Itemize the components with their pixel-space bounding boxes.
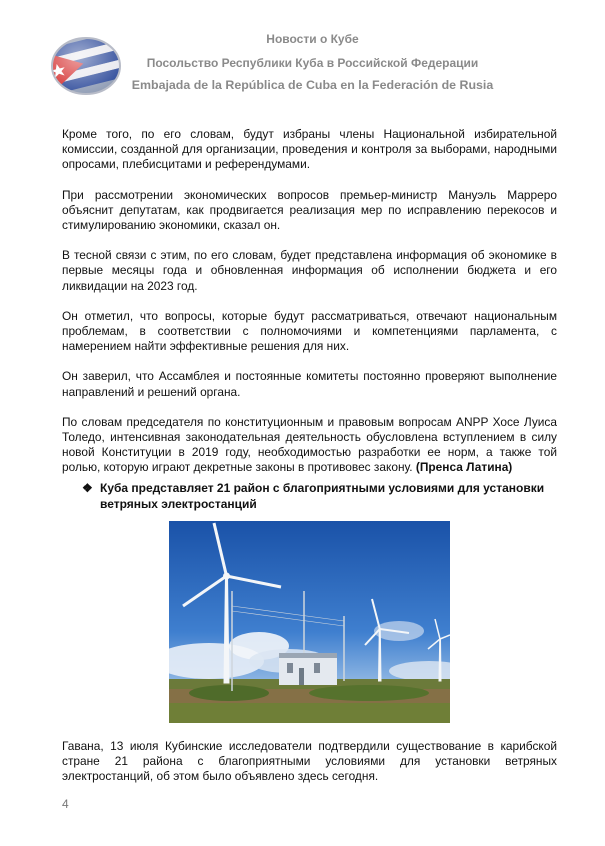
paragraph-1: Кроме того, по его словам, будут избраны члены Национальной избирательной комиссии, созданной для организации, проведения и контроля за выборами, народными опросами, плебисцитами и референдумами. — [62, 127, 557, 172]
source-credit: (Пренса Латина) — [415, 460, 513, 475]
header-embassy-ru: Посольство Республики Куба в Российской Федерации — [146, 56, 479, 70]
wind-turbines-photo — [169, 521, 450, 723]
paragraph-6 — [62, 415, 557, 476]
paragraph-3: В тесной связи с этим, по его словам, будет представлена информация об экономике в первые месяцы года и обновленная информация об исполнении бюджета и его ликвидации на 2023 год. — [62, 248, 557, 293]
header-title: Новости о Кубе — [266, 32, 359, 46]
article-title: Куба представляет 21 район с благоприятными условиями для установки ветряных электростанций — [100, 481, 545, 511]
photo-caption: Гавана, 13 июля Кубинские исследователи подтвердили существование в карибской стране 21 района с благоприятными условиями для установки ветряных электростанций, об этом было объявлено здесь сегодня. — [62, 739, 557, 784]
paragraph-2: При рассмотрении экономических вопросов премьер-министр Мануэль Марреро объяснит депутатам, как продвигается реализация мер по исправлению перекосов и стимулированию экономики, сказал он. — [62, 187, 557, 233]
paragraph-6-text: По словам председателя по конституционным и правовым вопросам ANPP Хосе Луиса Толедо, интенсивная законодательная деятельность обусловлена вступлением в силу новой Конституции в 2019 году, необходимостью разработки ее норм, а также той ролью, которую играют декретные законы в противовес закону. — [62, 414, 557, 475]
article-body — [62, 127, 557, 476]
article-heading — [82, 480, 562, 512]
header-embassy-es: Embajada de la República de Cuba en la Federación de Rusia — [131, 78, 494, 92]
diamond-bullet-icon: ❖ — [82, 481, 93, 495]
page-number: 4 — [62, 797, 69, 811]
paragraph-4: Он отметил, что вопросы, которые будут рассматриваться, отвечают национальным проблемам, в соответствии с полномочиями и компетенциями парламента, с намерением найти эффективные решения для них. — [62, 308, 557, 354]
paragraph-5: Он заверил, что Ассамблея и постоянные комитеты постоянно проверяют выполнение направлений и решений органа. — [62, 369, 557, 399]
